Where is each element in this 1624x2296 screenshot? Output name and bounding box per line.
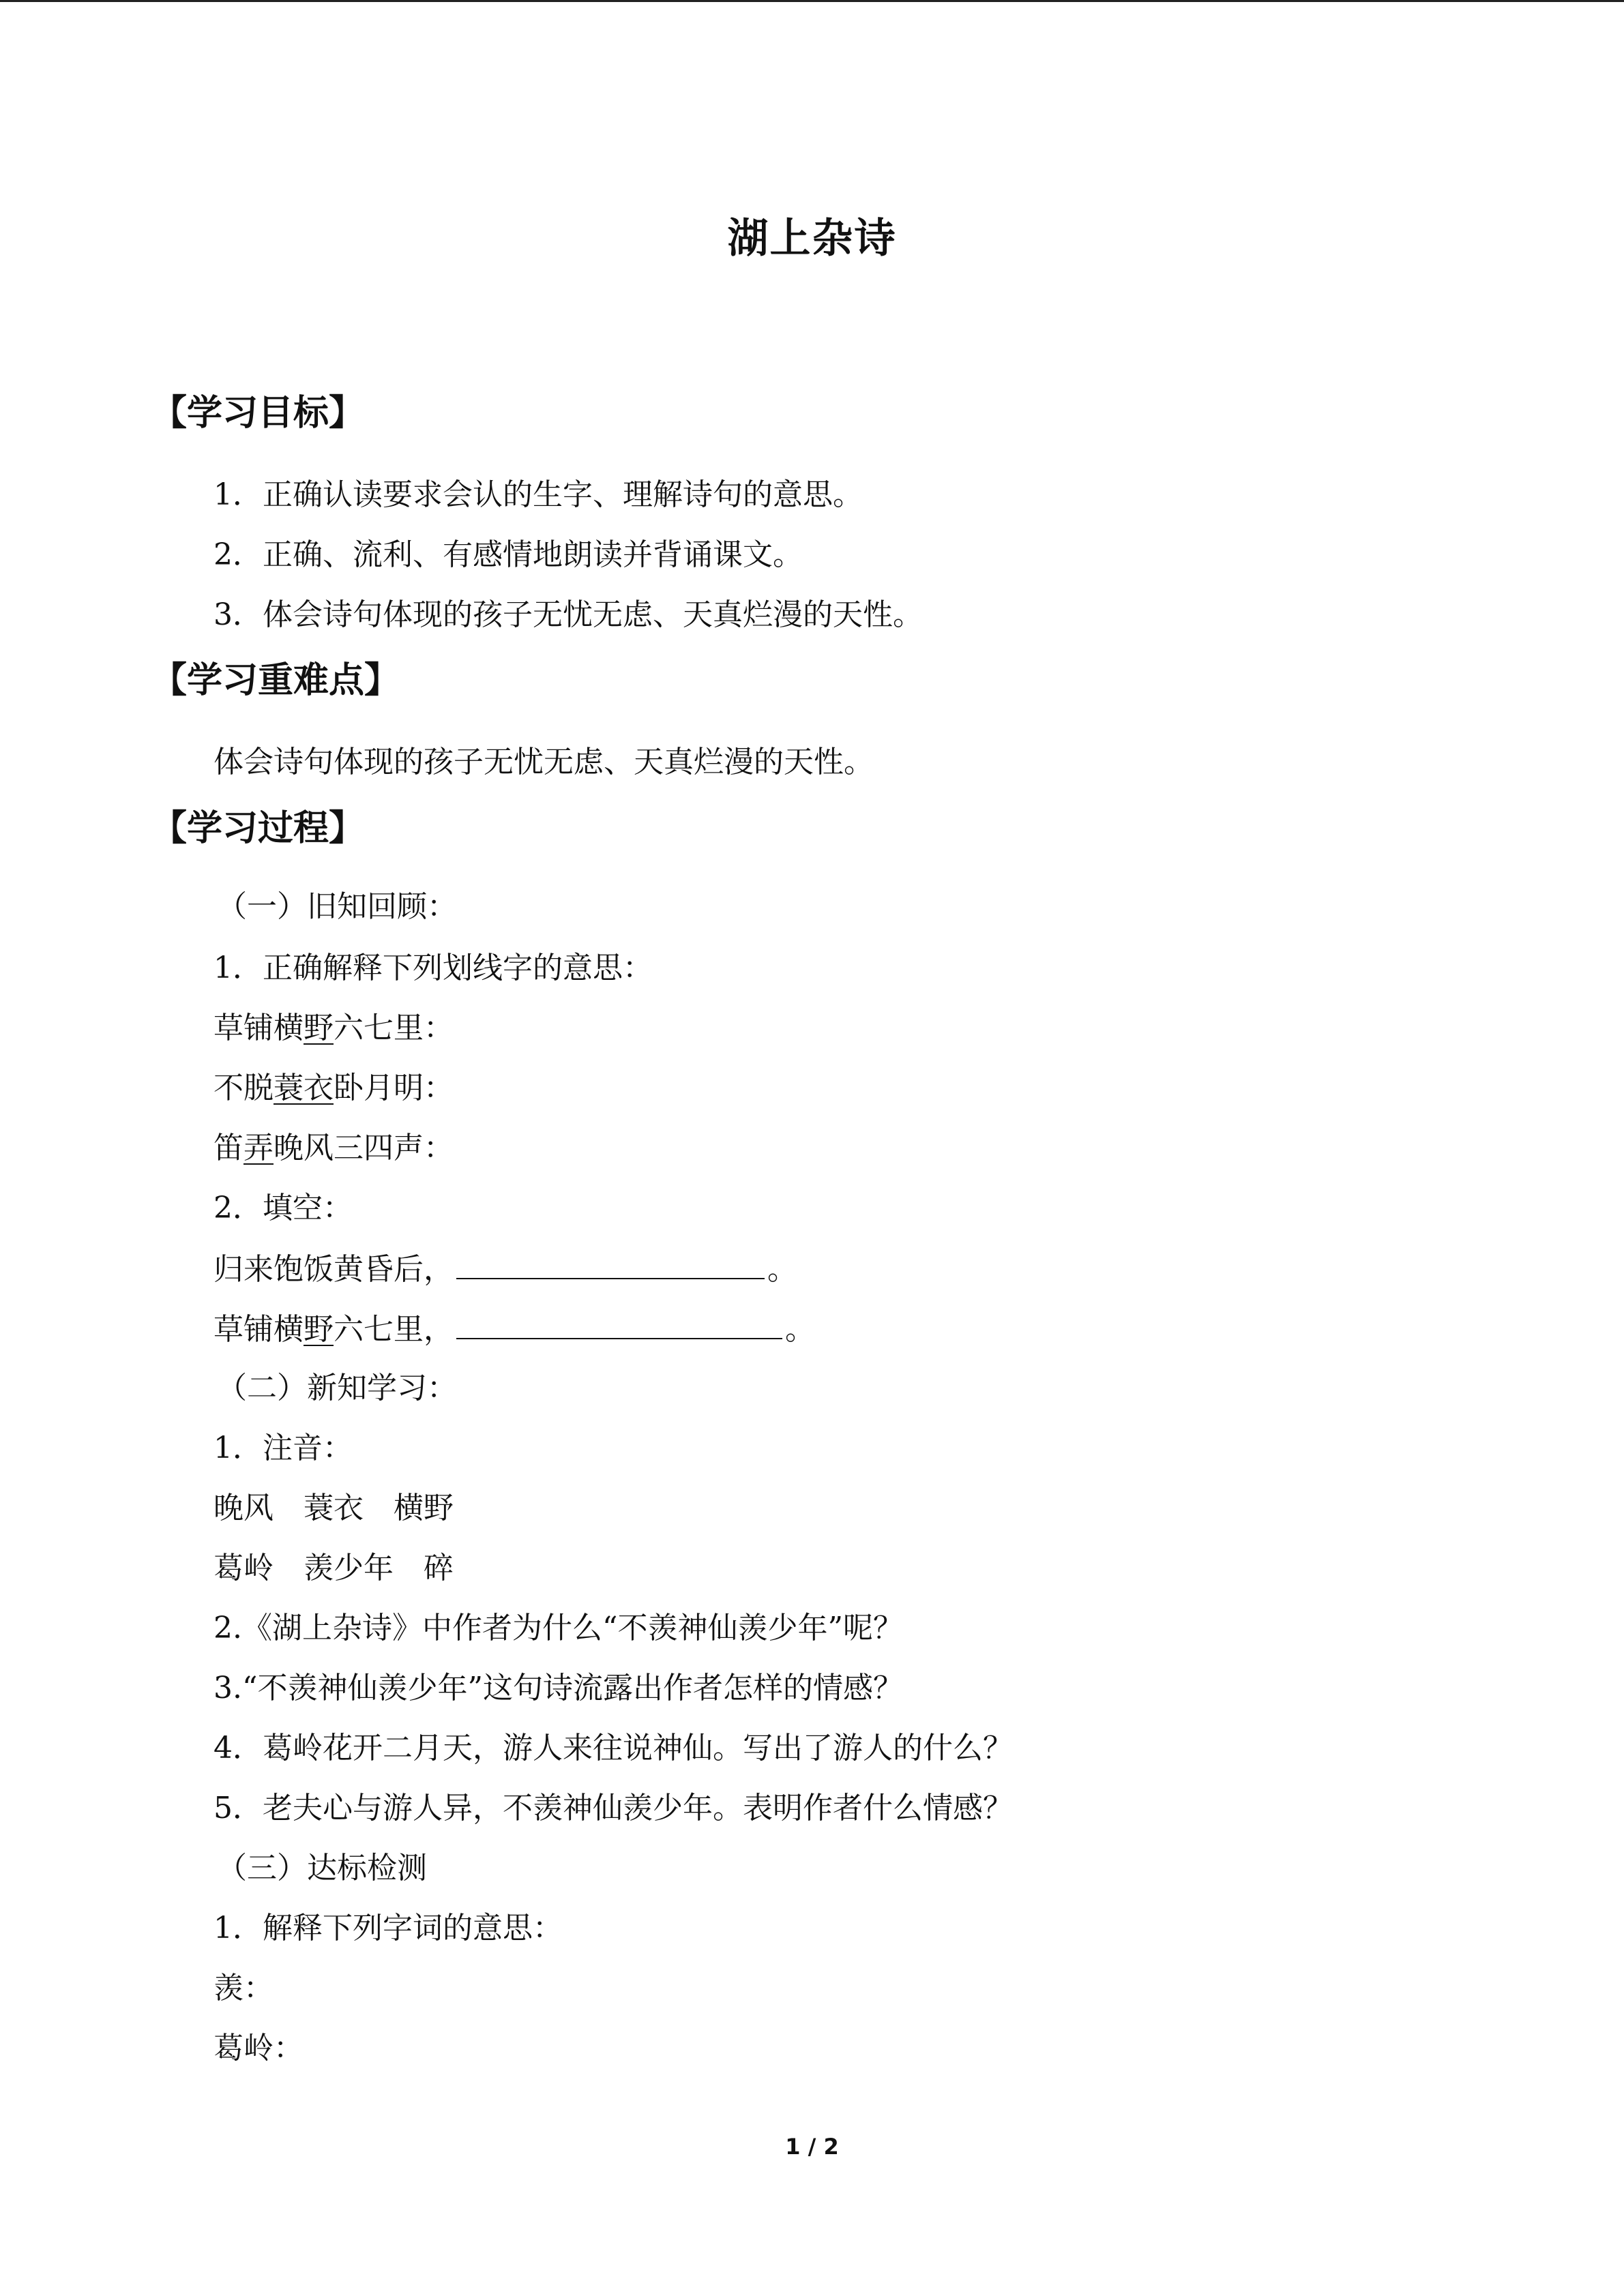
new-question-5: 5．老夫心与游人异，不羡神仙羡少年。表明作者什么情感？ [213, 1791, 1013, 1825]
pinyin-row-1: 晚风 蓑衣 横野 [213, 1491, 454, 1525]
underlined-char: 蓑衣 [274, 1071, 334, 1105]
fill-blank-1[interactable] [456, 1248, 765, 1279]
new-question-4: 4．葛岭花开二月天，游人来往说神仙。写出了游人的什么？ [213, 1731, 1013, 1765]
goals-heading: 【学习目标】 [151, 393, 365, 434]
test-label: （三）达标检测 [217, 1851, 427, 1885]
key-points-heading: 【学习重难点】 [151, 660, 400, 701]
new-question-3: 3.“不羡神仙羡少年”这句诗流露出作者怎样的情感？ [213, 1671, 903, 1705]
review-item-3: 笛弄晚风三四声： [213, 1131, 454, 1165]
new-learning-label: （二）新知学习： [217, 1371, 457, 1405]
top-border-line [0, 0, 1624, 2]
test-word-2: 葛岭： [213, 2031, 304, 2066]
test-word-1: 羡： [213, 1971, 274, 2006]
process-heading: 【学习过程】 [151, 808, 365, 849]
review-question-1: 1．正确解释下列划线字的意思： [213, 951, 653, 985]
review-question-2: 2．填空： [213, 1191, 353, 1225]
key-points-text: 体会诗句体现的孩子无忧无虑、天真烂漫的天性。 [213, 745, 874, 779]
underlined-char: 野 [304, 1312, 334, 1347]
goal-item-1: 1．正确认读要求会认的生字、理解诗句的意思。 [213, 477, 863, 512]
pinyin-row-2: 葛岭 羡少年 碎 [213, 1551, 454, 1585]
fill-line-1: 归来饱饭黄昏后， 。 [213, 1248, 797, 1290]
review-item-2: 不脱蓑衣卧月明： [213, 1071, 454, 1105]
underlined-char: 弄 [243, 1131, 274, 1165]
goal-item-3: 3．体会诗句体现的孩子无忧无虑、天真烂漫的天性。 [213, 597, 923, 632]
goal-item-2: 2．正确、流利、有感情地朗读并背诵课文。 [213, 537, 803, 572]
new-question-2: 2.《湖上杂诗》中作者为什么“不羡神仙羡少年”呢？ [213, 1611, 903, 1645]
fill-blank-2[interactable] [456, 1308, 782, 1339]
page-title: 湖上杂诗 [727, 215, 897, 263]
review-item-1: 草铺横野六七里： [213, 1011, 454, 1045]
review-label: （一）旧知回顾： [217, 889, 457, 924]
underlined-char: 野 [304, 1011, 334, 1045]
page-number: 1 / 2 [785, 2134, 839, 2160]
fill-line-2: 草铺横野六七里， 。 [213, 1308, 815, 1350]
test-question-1: 1．解释下列字词的意思： [213, 1911, 563, 1945]
new-question-1: 1．注音： [213, 1431, 353, 1465]
